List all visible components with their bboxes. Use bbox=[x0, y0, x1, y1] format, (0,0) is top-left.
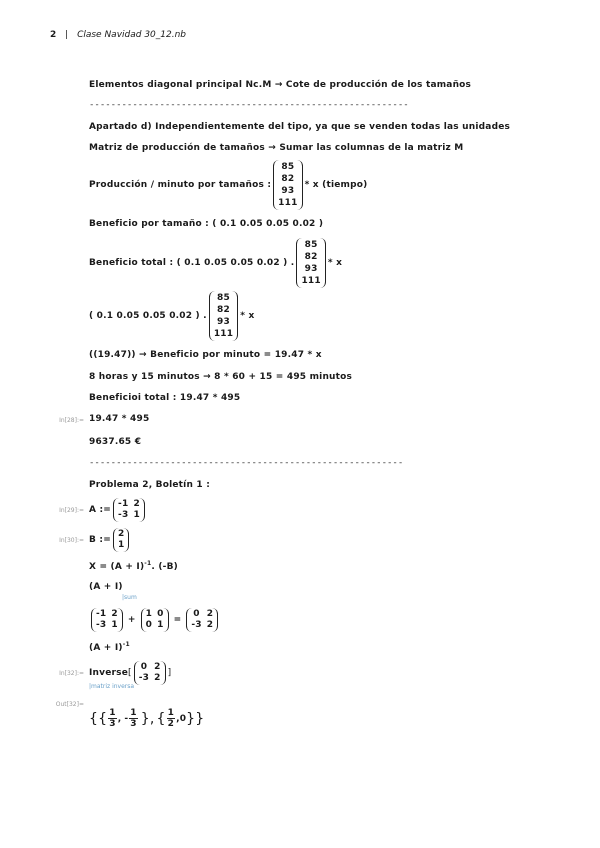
matrix-a-copy: -1 2 -3 1 bbox=[91, 608, 123, 632]
header-separator: | bbox=[65, 30, 69, 40]
text-horas: 8 horas y 15 minutos → 8 * 60 + 15 = 495 minutos bbox=[89, 372, 353, 382]
notebook-filename: Clase Navidad 30_12.nb bbox=[77, 30, 187, 40]
text-problema: Problema 2, Boletín 1 : bbox=[89, 480, 211, 490]
matrix-sum-result: 0 2 -3 2 bbox=[186, 608, 218, 632]
x-equation: $X = (A + I)^{-1}$. (-B) bbox=[89, 560, 178, 572]
text-beneficio-tamano: Beneficio por tamaño : ( 0.1 0.05 0.05 0.02 ) bbox=[89, 219, 324, 229]
prod-tail: * x (tiempo) bbox=[304, 180, 368, 190]
output-32: {{ $\frac{1}{3}$ , - $\frac{1}{3}$ }, { $\frac{1}{2}$ , 0 }} bbox=[89, 708, 205, 729]
api-inverse-expr: $(A + I)^{-1}$ bbox=[89, 641, 130, 653]
page-header bbox=[50, 30, 186, 40]
in29-label: In[29]:= bbox=[59, 507, 84, 514]
row-line bbox=[89, 291, 254, 341]
in32-label: In[32]:= bbox=[59, 670, 84, 677]
text-bt2: Beneficioi total : 19.47 * 495 bbox=[89, 393, 241, 403]
inverse-tag: |matriz inversa bbox=[89, 683, 135, 690]
b-def: B := bbox=[89, 535, 111, 545]
frac-one-half: $\frac{1}{2}$ bbox=[167, 708, 175, 729]
bt-tail: * x bbox=[327, 258, 343, 268]
frac-minus-one-third: $\frac{1}{3}$ bbox=[130, 708, 137, 729]
prod-line bbox=[89, 160, 367, 210]
in30-label: In[30]:= bbox=[59, 537, 84, 544]
divider-1: ----------------------------------------------------------- bbox=[89, 100, 409, 110]
text-diagonal: Elementos diagonal principal Nc.M → Cote de producción de los tamaños bbox=[89, 80, 472, 90]
bt-vector: 85 82 93 111 bbox=[296, 238, 325, 288]
row-label: ( 0.1 0.05 0.05 0.02 ) . bbox=[89, 311, 207, 321]
bt-label: Beneficio total : ( 0.1 0.05 0.05 0.02 ) . bbox=[89, 258, 295, 268]
vector-b: 2 1 bbox=[113, 528, 129, 552]
bt-line bbox=[89, 238, 342, 288]
in28-label: In[28]:= bbox=[59, 417, 84, 424]
matrix-identity: 1 0 0 1 bbox=[141, 608, 169, 632]
divider-2: ---------------------------------------------------------- bbox=[89, 458, 404, 468]
suma-tag: |sum bbox=[122, 594, 137, 601]
matrix-sum: -1 2 -3 1 + 1 0 0 1 = 0 2 -3 2 bbox=[89, 608, 220, 632]
prod-label: Producción / minuto por tamaños : bbox=[89, 180, 272, 190]
page-number: 2 bbox=[50, 30, 57, 40]
frac-one-third: $\frac{1}{3}$ bbox=[109, 708, 116, 729]
api-expr: (A + I) bbox=[89, 582, 123, 592]
out32-label: Out[32]= bbox=[55, 701, 84, 708]
inverse-func: Inverse bbox=[89, 668, 129, 678]
prod-vector: 85 82 93 111 bbox=[273, 160, 302, 210]
text-matriz: Matriz de producción de tamaños → Sumar las columnas de la matriz M bbox=[89, 143, 464, 153]
matrix-to-invert: 0 2 -3 2 bbox=[134, 661, 166, 685]
input-30[interactable] bbox=[89, 528, 131, 552]
a-def: A := bbox=[89, 505, 112, 515]
text-bpm: ((19.47)) → Beneficio por minuto = 19.47 * x bbox=[89, 350, 322, 360]
row-vector: 85 82 93 111 bbox=[209, 291, 238, 341]
row-tail: * x bbox=[240, 311, 255, 321]
input-28[interactable]: 19.47 * 495 bbox=[89, 414, 150, 424]
input-29[interactable] bbox=[89, 498, 147, 522]
input-32[interactable]: Inverse [ 0 2 -3 2 ] bbox=[89, 662, 172, 683]
output-euros: 9637.65 € bbox=[89, 437, 142, 447]
matrix-a: -1 2 -3 1 bbox=[113, 498, 145, 522]
text-apartado: Apartado d) Independientemente del tipo, ya que se venden todas las unidades bbox=[89, 122, 511, 132]
